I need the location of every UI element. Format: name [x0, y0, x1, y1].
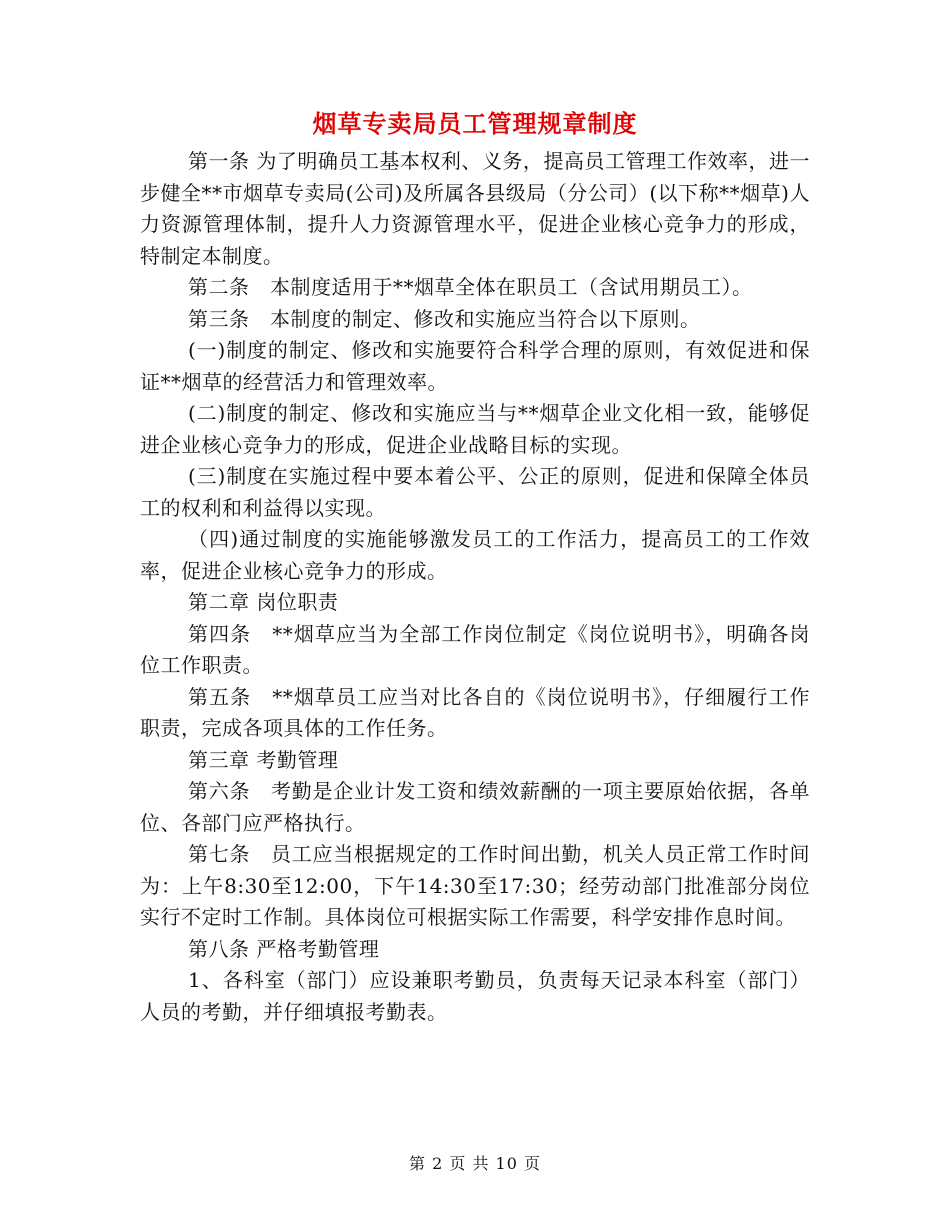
page-footer: 第 2 页 共 10 页 — [409, 1154, 541, 1173]
paragraph-article-3: 第三条 本制度的制定、修改和实施应当符合以下原则。 — [188, 306, 701, 331]
paragraph-item-1: 1、各科室（部门）应设兼职考勤员，负责每天记录本科室（部门）人员的考勤，并仔细填报考勤表。 — [140, 968, 810, 1024]
paragraph-article-6: 第六条 考勤是企业计发工资和绩效薪酬的一项主要原始依据，各单位、各部门应严格执行。 — [140, 779, 810, 835]
paragraph-principle-2: (二)制度的制定、修改和实施应当与**烟草企业文化相一致，能够促进企业核心竞争力的形成，促进企业战略目标的实现。 — [140, 401, 810, 457]
paragraph-article-8: 第八条 严格考勤管理 — [188, 936, 380, 961]
chapter-heading-3: 第三章 考勤管理 — [188, 747, 339, 772]
paragraph-principle-3: (三)制度在实施过程中要本着公平、公正的原则，促进和保障全体员工的权利和利益得以实现。 — [140, 464, 810, 520]
chapter-heading-2: 第二章 岗位职责 — [188, 590, 339, 614]
paragraph-principle-1: (一)制度的制定、修改和实施要符合科学合理的原则，有效促进和保证**烟草的经营活力和管理效率。 — [140, 338, 810, 394]
paragraph-article-4: 第四条 **烟草应当为全部工作岗位制定《岗位说明书》，明确各岗位工作职责。 — [140, 621, 810, 677]
paragraph-principle-4: （四)通过制度的实施能够激发员工的工作活力，提高员工的工作效率，促进企业核心竞争力的形成。 — [140, 527, 810, 583]
paragraph-article-7: 第七条 员工应当根据规定的工作时间出勤，机关人员正常工作时间为：上午8:30至12:00，下午14:30至17:30；经劳动部门批准部分岗位实行不定时工作制。具体岗位可根据实际工作需要，科学安排作息时间。 — [140, 842, 810, 929]
paragraph-article-2: 第二条 本制度适用于**烟草全体在职员工（含试用期员工）。 — [188, 275, 753, 299]
document-title: 烟草专卖局员工管理规章制度 — [312, 109, 638, 138]
paragraph-article-5: 第五条 **烟草员工应当对比各自的《岗位说明书》，仔细履行工作职责，完成各项具体的工作任务。 — [140, 684, 810, 740]
document-body — [140, 146, 810, 1028]
paragraph-article-1: 第一条 为了明确员工基本权利、义务，提高员工管理工作效率，进一步健全**市烟草专卖局(公司)及所属各县级局（分公司）(以下称**烟草)人力资源管理体制，提升人力资源管理水平，促进企业核心竞争力的形成，特制定本制度。 — [140, 149, 810, 268]
